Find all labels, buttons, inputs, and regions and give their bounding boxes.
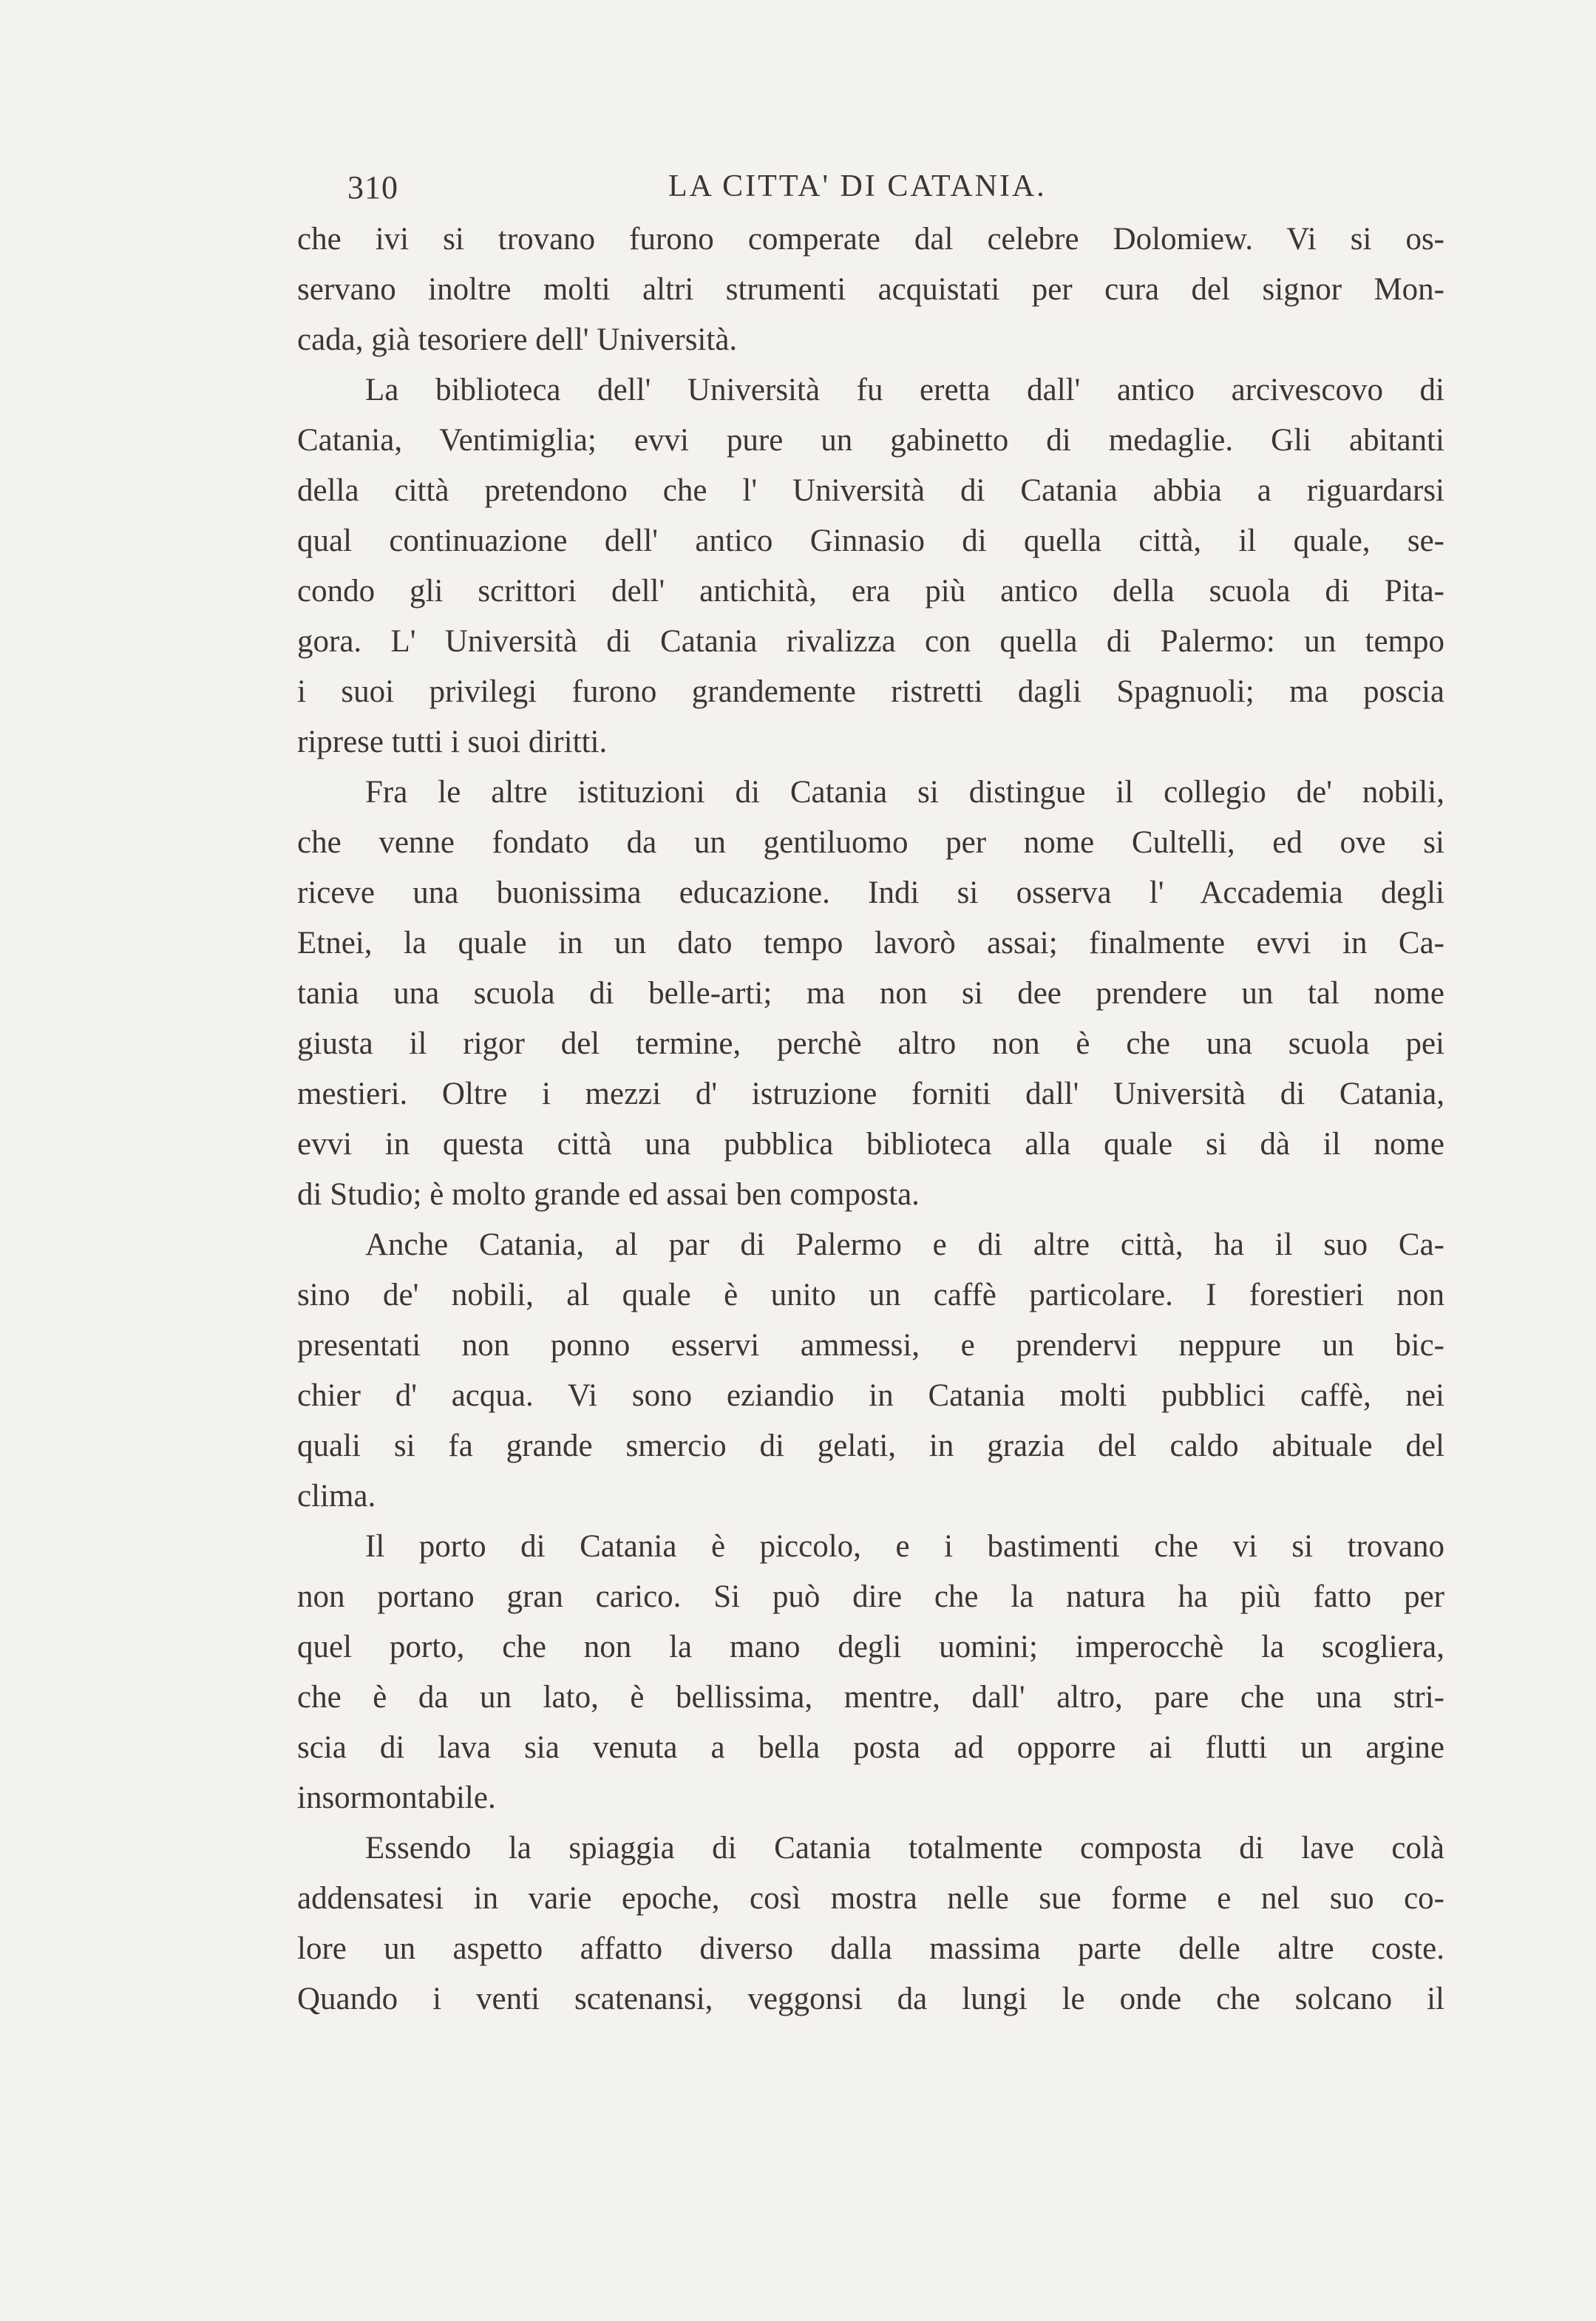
- text-line: lore un aspetto affatto diverso dalla massima parte delle altre coste.: [297, 1931, 1444, 1966]
- text-line: cada, già tesoriere dell' Università.: [297, 322, 738, 357]
- text-line: di Studio; è molto grande ed assai ben composta.: [297, 1177, 920, 1212]
- text-line: addensatesi in varie epoche, così mostra nelle sue forme e nel suo co-: [297, 1881, 1444, 1916]
- text-line: riceve una buonissima educazione. Indi si osserva l' Accademia degli: [297, 875, 1444, 910]
- text-line: Il porto di Catania è piccolo, e i bastimenti che vi si trovano: [365, 1529, 1444, 1564]
- text-line: giusta il rigor del termine, perchè altro non è che una scuola pei: [297, 1026, 1444, 1061]
- text-line: gora. L' Università di Catania rivalizza con quella di Palermo: un tempo: [297, 624, 1444, 659]
- body-text: [297, 214, 1444, 2024]
- text-line: Catania, Ventimiglia; evvi pure un gabinetto di medaglie. Gli abitanti: [297, 423, 1444, 458]
- text-line: che ivi si trovano furono comperate dal celebre Dolomiew. Vi si os-: [297, 222, 1444, 257]
- text-line: della città pretendono che l' Università di Catania abbia a riguardarsi: [297, 473, 1444, 508]
- text-line: scia di lava sia venuta a bella posta ad opporre ai flutti un argine: [297, 1730, 1444, 1765]
- text-line: Fra le altre istituzioni di Catania si distingue il collegio de' nobili,: [365, 775, 1444, 810]
- text-line: condo gli scrittori dell' antichità, era più antico della scuola di Pita-: [297, 574, 1444, 609]
- text-line: chier d' acqua. Vi sono eziandio in Catania molti pubblici caffè, nei: [297, 1378, 1444, 1413]
- text-line: Etnei, la quale in un dato tempo lavorò assai; finalmente evvi in Ca-: [297, 926, 1444, 960]
- text-line: evvi in questa città una pubblica biblioteca alla quale si dà il nome: [297, 1127, 1444, 1162]
- page-header: [347, 169, 1442, 213]
- text-line: Essendo la spiaggia di Catania totalmente composta di lave colà: [365, 1831, 1444, 1866]
- text-line: mestieri. Oltre i mezzi d' istruzione forniti dall' Università di Catania,: [297, 1077, 1444, 1111]
- text-line: i suoi privilegi furono grandemente ristretti dagli Spagnuoli; ma poscia: [297, 674, 1444, 709]
- text-line: qual continuazione dell' antico Ginnasio di quella città, il quale, se-: [297, 524, 1444, 558]
- text-line: insormontabile.: [297, 1780, 496, 1815]
- text-line: Anche Catania, al par di Palermo e di altre città, ha il suo Ca-: [365, 1227, 1444, 1262]
- text-line: presentati non ponno esservi ammessi, e prendervi neppure un bic-: [297, 1328, 1444, 1363]
- text-line: non portano gran carico. Si può dire che la natura ha più fatto per: [297, 1579, 1444, 1614]
- text-line: che è da un lato, è bellissima, mentre, dall' altro, pare che una stri-: [297, 1680, 1444, 1715]
- text-line: servano inoltre molti altri strumenti acquistati per cura del signor Mon-: [297, 272, 1444, 307]
- text-line: sino de' nobili, al quale è unito un caffè particolare. I forestieri non: [297, 1278, 1444, 1312]
- text-line: La biblioteca dell' Università fu eretta dall' antico arcivescovo di: [365, 373, 1444, 407]
- text-line: quali si fa grande smercio di gelati, in grazia del caldo abituale del: [297, 1429, 1444, 1463]
- text-line: quel porto, che non la mano degli uomini; imperocchè la scogliera,: [297, 1630, 1444, 1664]
- text-line: Quando i venti scatenansi, veggonsi da lungi le onde che solcano il: [297, 1982, 1444, 2016]
- page-number: 310: [347, 169, 398, 206]
- text-line: tania una scuola di belle-arti; ma non si dee prendere un tal nome: [297, 976, 1444, 1011]
- text-line: riprese tutti i suoi diritti.: [297, 725, 608, 759]
- text-line: clima.: [297, 1479, 376, 1514]
- text-line: che venne fondato da un gentiluomo per nome Cultelli, ed ove si: [297, 825, 1444, 860]
- running-title: LA CITTA' DI CATANIA.: [668, 169, 1047, 203]
